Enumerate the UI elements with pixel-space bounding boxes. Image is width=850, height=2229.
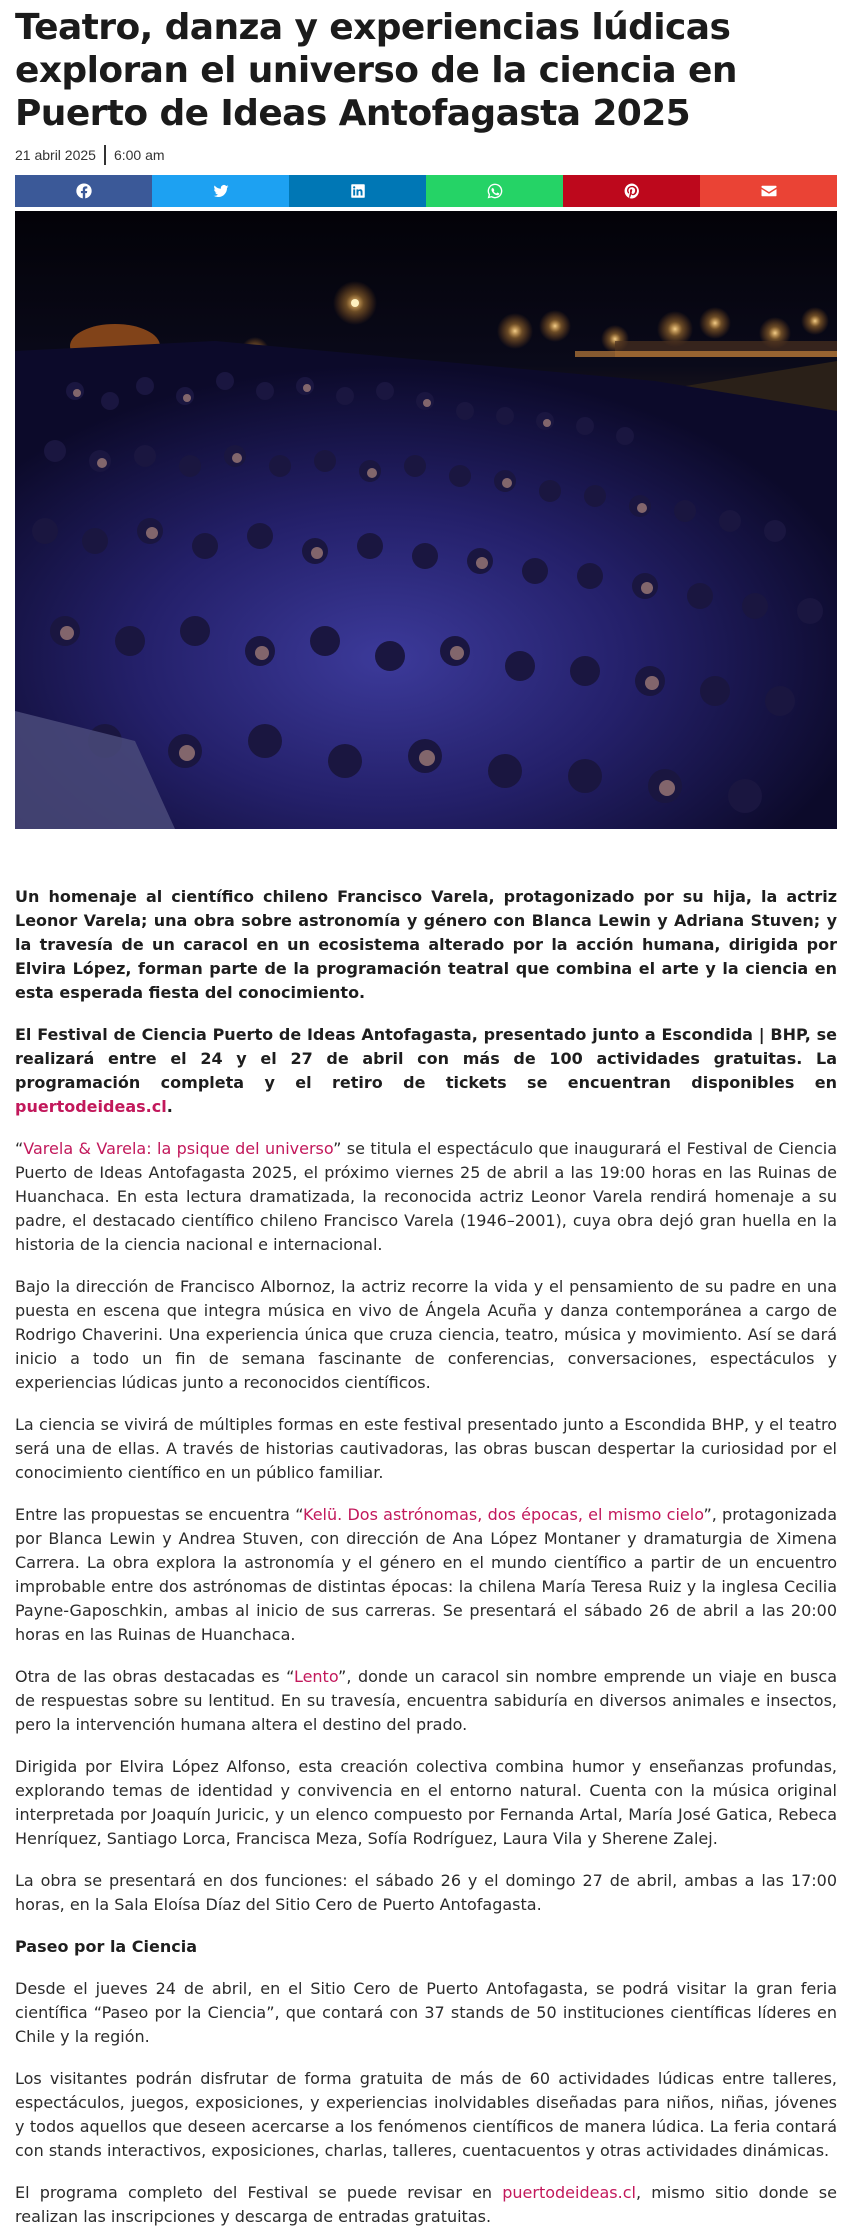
share-linkedin-button[interactable] xyxy=(289,175,426,207)
share-email-button[interactable] xyxy=(700,175,837,207)
section-heading-paseo: Paseo por la Ciencia xyxy=(15,1937,198,1956)
share-facebook-button[interactable] xyxy=(15,175,152,207)
hero-photo xyxy=(15,211,837,829)
share-bar xyxy=(15,175,837,207)
kelu-text: ”, protagonizada por Blanca Lewin y Andrea Stuven, con dirección de Ana López Montaner y dramaturgia de Ximena Carrera. La obra explora la astronomía y el género en el mundo científico a partir de un encuentro improbable entre dos astrónomas de distintas épocas: la chilena María Teresa Ruiz y la inglesa Cecilia Payne-Gaposchkin, ambas al inicio de sus carreras. Se presentará el sábado 26 de abril a las 20:00 horas en las Ruinas de Huanchaca. xyxy=(15,1505,838,1644)
paragraph-program xyxy=(15,2181,837,2229)
article-meta xyxy=(15,145,837,165)
share-twitter-button[interactable] xyxy=(152,175,289,207)
puertodeideas-link[interactable]: puertodeideas.cl xyxy=(15,1097,167,1116)
varela-text: ” se titula el espectáculo que inaugurará el Festival de Ciencia Puerto de Ideas Antofagasta 2025, el próximo viernes 25 de abril a las 19:00 horas en las Ruinas de Huanchaca. En esta lectura dramatizada, la reconocida actriz Leonor Varela rendirá homenaje a su padre, el destacado científico chileno Francisco Varela (1946–2001), cuya obra dejó gran huella en la historia de la ciencia nacional e internacional. xyxy=(15,1139,837,1254)
article xyxy=(15,0,837,2229)
lead-paragraph-1: Un homenaje al científico chileno Francisco Varela, protagonizado por su hija, la actriz Leonor Varela; una obra sobre astronomía y género con Blanca Lewin y Adriana Stuven; y la travesía de un caracol en un ecosistema alterado por la acción humana, dirigida por Elvira López, forman parte de la programación teatral que combina el arte y la ciencia en esta esperada fiesta del conocimiento. xyxy=(15,887,837,1002)
lento-text: ”, donde un caracol sin nombre emprende un viaje en busca de respuestas sobre su lentitud. En su travesía, encuentra sabiduría en diversos animales e insectos, pero la intervención humana altera el destino del prado. xyxy=(15,1667,837,1734)
lead2-tail: . xyxy=(166,1097,173,1116)
lead-paragraph-2 xyxy=(15,1023,837,1119)
paragraph-theatre: La ciencia se vivirá de múltiples formas en este festival presentado junto a Escondida BHP, y el teatro será una de ellas. A través de historias cautivadoras, las obras buscan despertar la curiosidad por el conocimiento científico en un público familiar. xyxy=(15,1415,837,1482)
share-whatsapp-button[interactable] xyxy=(426,175,563,207)
meta-divider xyxy=(104,145,106,165)
article-body xyxy=(15,885,837,2229)
lead2-text: El Festival de Ciencia Puerto de Ideas Antofagasta, presentado junto a Escondida | BHP, se realizará entre el 24 y el 27 de abril con más de 100 actividades gratuitas. La programación completa y el retiro de tickets se encuentran disponibles en xyxy=(15,1025,837,1092)
linkedin-icon xyxy=(349,182,367,200)
kelu-intro: Entre las propuestas se encuentra “ xyxy=(15,1505,304,1524)
facebook-icon xyxy=(75,182,93,200)
mail-icon xyxy=(760,182,778,200)
paragraph-lento-schedule: La obra se presentará en dos funciones: el sábado 26 y el domingo 27 de abril, ambas a las 17:00 horas, en la Sala Eloísa Díaz del Sitio Cero de Puerto Antofagasta. xyxy=(15,1871,837,1914)
paragraph-kelu xyxy=(15,1503,837,1647)
varela-link[interactable]: Varela & Varela: la psique del universo xyxy=(23,1139,334,1158)
pinterest-icon xyxy=(623,182,641,200)
share-pinterest-button[interactable] xyxy=(563,175,700,207)
open-quote: “ xyxy=(15,1139,24,1158)
whatsapp-icon xyxy=(486,182,504,200)
paragraph-activities: Los visitantes podrán disfrutar de forma gratuita de más de 60 actividades lúdicas entre talleres, espectáculos, juegos, exposiciones, y experiencias inolvidables diseñadas para niños, niñas, jóvenes y todos aquellos que deseen acercarse a los fenómenos científicos de manera lúdica. La feria contará con stands interactivos, exposiciones, charlas, talleres, cuentacuentos y otras actividades dinámicas. xyxy=(15,2069,837,2160)
publish-date: 21 abril 2025 xyxy=(15,147,96,163)
kelu-link[interactable]: Kelü. Dos astrónomas, dos épocas, el mismo cielo xyxy=(303,1505,704,1524)
paragraph-direction: Bajo la dirección de Francisco Albornoz, la actriz recorre la vida y el pensamiento de su padre en una puesta en escena que integra música en vivo de Ángela Acuña y danza contemporánea a cargo de Rodrigo Chaverini. Una experiencia única que cruza ciencia, teatro, música y movimiento. Así se dará inicio a todo un fin de semana fascinante de conferencias, conversaciones, espectáculos y experiencias lúdicas junto a reconocidos científicos. xyxy=(15,1277,837,1392)
paragraph-paseo: Desde el jueves 24 de abril, en el Sitio Cero de Puerto Antofagasta, se podrá visitar la gran feria científica “Paseo por la Ciencia”, que contará con 37 stands de 50 instituciones científicas líderes en Chile y la región. xyxy=(15,1979,837,2046)
paragraph-lento-cast: Dirigida por Elvira López Alfonso, esta creación colectiva combina humor y enseñanzas profundas, explorando temas de identidad y convivencia en el entorno natural. Cuenta con la música original interpretada por Joaquín Juricic, y un elenco compuesto por Fernanda Artal, María José Gatica, Rebeca Henríquez, Santiago Lorca, Francisca Meza, Sofía Rodríguez, Laura Vila y Sherene Zalej. xyxy=(15,1757,837,1848)
program-text: El programa completo del Festival se puede revisar en xyxy=(15,2183,503,2202)
lento-intro: Otra de las obras destacadas es “ xyxy=(15,1667,294,1686)
publish-time: 6:00 am xyxy=(113,147,165,163)
article-title: Teatro, danza y experiencias lúdicas exploran el universo de la ciencia en Puerto de Ideas Antofagasta 2025 xyxy=(15,7,737,134)
paragraph-varela xyxy=(15,1137,837,1257)
lento-link[interactable]: Lento xyxy=(293,1667,339,1686)
paragraph-lento xyxy=(15,1665,837,1737)
puertodeideas-link-2[interactable]: puertodeideas.cl xyxy=(502,2183,636,2202)
audience-night-photo xyxy=(15,211,837,829)
program-tail: , mismo sitio donde se realizan las inscripciones y descarga de entradas gratuitas. xyxy=(15,2183,837,2226)
twitter-icon xyxy=(212,182,230,200)
